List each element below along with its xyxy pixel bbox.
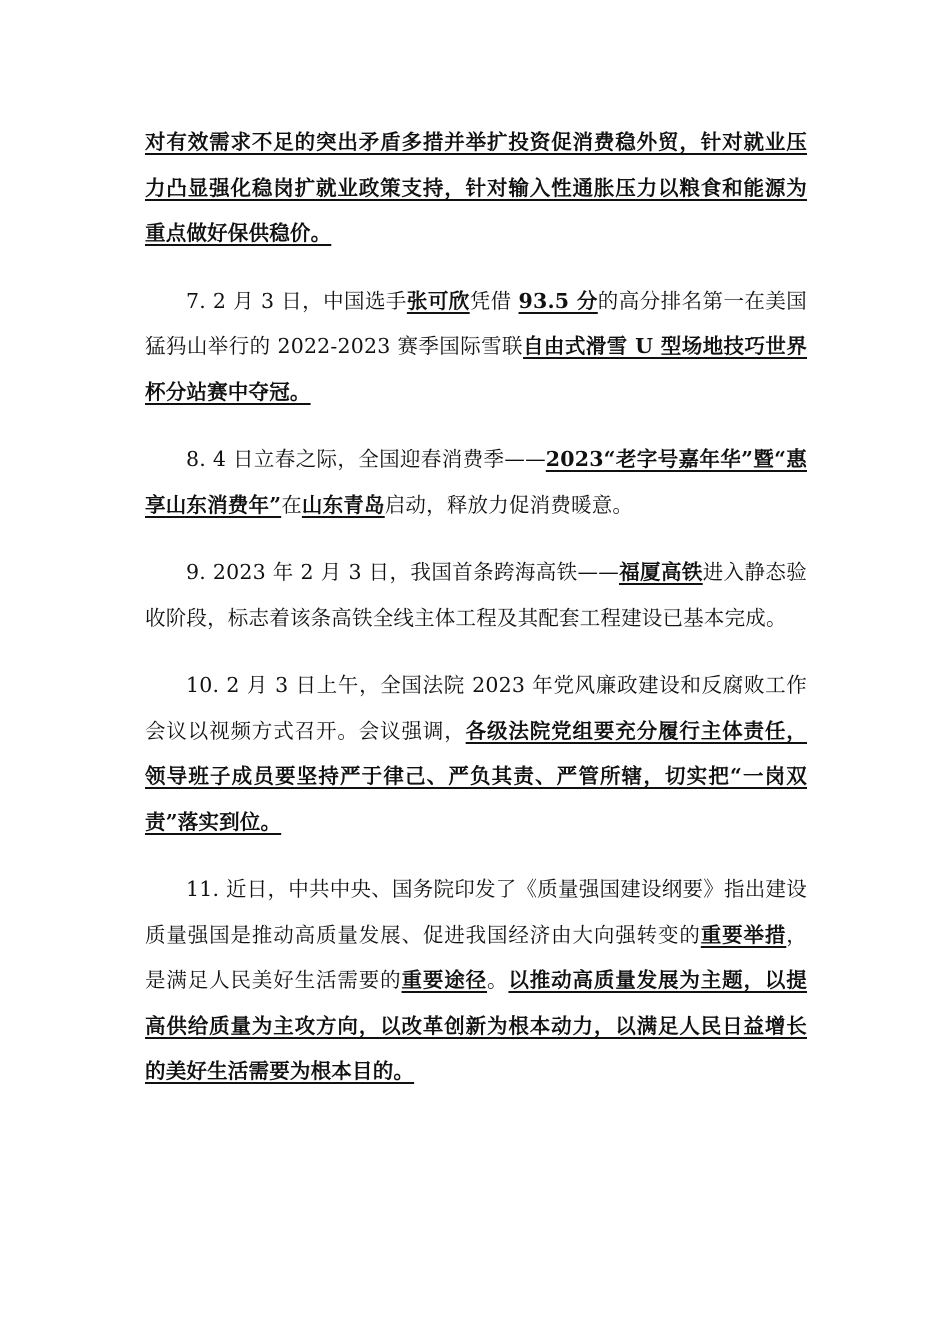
underlined-text: 各级法院党组要充分履行主体责任，领导班子成员要坚持严于律己、严负其责、严管所辖，切实把“一岗双责”落实到位。 (145, 718, 808, 834)
plain-text: 在 (281, 492, 302, 517)
underlined-text: 93.5 分 (518, 288, 598, 313)
paragraph-item-8 (145, 437, 807, 528)
plain-text: 9. 2023 年 2 月 3 日，我国首条跨海高铁—— (186, 560, 619, 584)
paragraph-gap (145, 528, 807, 550)
underlined-text: 对有效需求不足的突出矛盾多措并举扩投资促消费稳外贸，针对就业压力凸显强化稳岗扩就业政策支持，针对输入性通胀压力以粮食和能源为重点做好保供稳价。 (145, 130, 807, 245)
plain-text: 凭借 (469, 288, 519, 313)
plain-text: 启动，释放力促消费暖意。 (384, 492, 634, 517)
plain-text: 7. 2 月 3 日，中国选手 (186, 288, 407, 313)
paragraph-item-9 (145, 550, 807, 641)
paragraph-gap (145, 845, 807, 867)
underlined-text: 张可欣 (406, 288, 470, 313)
plain-text: 的高分排名第一在美国猛犸山举行的 2022-2023 赛季国际雪联 (145, 288, 807, 358)
plain-text: 8. 4 日立春之际，全国迎春消费季—— (186, 447, 546, 471)
document-page (145, 120, 807, 1095)
underlined-text: 重要途径 (401, 968, 488, 992)
plain-text: 10. 2 月 3 日上午，全国法院 2023 年党风廉政建设和反腐败工作会议以视频方式召开。会议强调， (145, 673, 807, 743)
underlined-text: 以推动高质量发展为主题，以提高供给质量为主攻方向，以改革创新为根本动力，以满足人民日益增长的美好生活需要为根本目的。 (145, 968, 808, 1083)
underlined-text: 福厦高铁 (618, 560, 703, 584)
plain-text: 11. 近日，中共中央、国务院印发了《质量强国建设纲要》指出建设质量强国是推动高质量发展、促进我国经济由大向强转变的 (145, 877, 807, 947)
paragraph-continued (145, 120, 807, 257)
paragraph-gap (145, 641, 807, 663)
paragraph-item-10 (145, 663, 807, 845)
paragraph-gap (145, 415, 807, 437)
plain-text: ，是满足人民美好生活需要的 (145, 922, 807, 992)
paragraph-gap (145, 257, 807, 279)
underlined-text: 自由式滑雪 U 型场地技巧世界杯分站赛中夺冠。 (145, 334, 807, 404)
underlined-text: 重要举措 (700, 922, 787, 947)
underlined-text: 2023“老字号嘉年华”暨“惠享山东消费年” (145, 447, 807, 517)
underlined-text: 山东青岛 (301, 492, 385, 517)
plain-text: 。 (487, 968, 509, 992)
paragraph-item-7 (145, 279, 807, 416)
paragraph-item-11 (145, 867, 807, 1095)
plain-text: 进入静态验收阶段，标志着该条高铁全线主体工程及其配套工程建设已基本完成。 (145, 560, 808, 630)
